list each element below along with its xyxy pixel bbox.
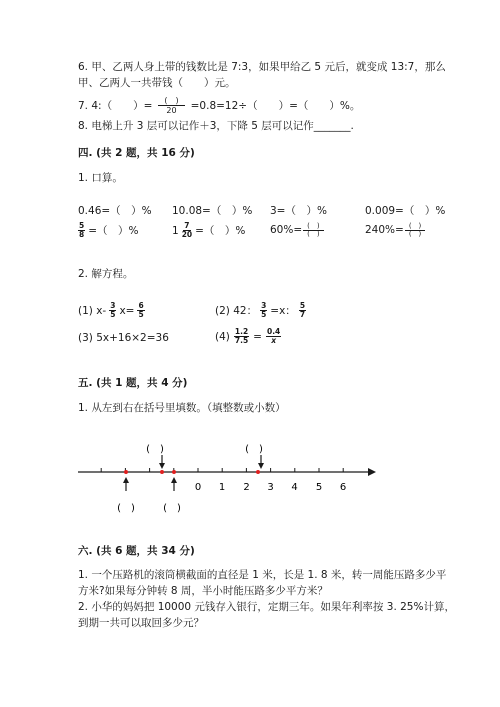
frac-num: 7 bbox=[184, 221, 190, 230]
frac-num: 5 bbox=[79, 221, 85, 230]
blank-top-2: ( ) bbox=[245, 444, 263, 455]
oral-item-4: 0.009=（ ）% bbox=[365, 205, 446, 217]
q6-line1: 6. 甲、乙两人身上带的钱数比是 7:3，如果甲给乙 5 元后，就变成 13:7，那么 bbox=[78, 61, 446, 73]
frac-num: ( ) bbox=[405, 223, 425, 231]
eq-fraction bbox=[266, 328, 281, 345]
number-line-arrow-icon bbox=[368, 468, 376, 476]
equation-3: (3) 5x+16×2=36 bbox=[78, 332, 169, 344]
frac-den: 20 bbox=[181, 230, 193, 239]
frac-num: 3 bbox=[261, 301, 267, 310]
frac-den: ( ) bbox=[408, 229, 422, 238]
section5-title: 五. (共 1 题，共 4 分) bbox=[78, 377, 188, 389]
oral-item-3: 3=（ ）% bbox=[270, 205, 327, 217]
tick-label-2: 2 bbox=[243, 482, 250, 493]
tick-label-3: 3 bbox=[267, 482, 274, 493]
q7-prefix: 7. 4:（ ）= bbox=[78, 99, 153, 112]
frac-num: 1.2 bbox=[234, 327, 249, 336]
oral-item-8 bbox=[365, 222, 425, 238]
eq-fraction bbox=[299, 302, 306, 319]
oral-item-1: 0.46=（ ）% bbox=[78, 205, 152, 217]
q8: 8. 电梯上升 3 层可以记作＋3，下降 5 层可以记作_______. bbox=[78, 120, 354, 132]
frac-num: 0.4 bbox=[266, 327, 281, 336]
s4-q1-label: 1. 口算。 bbox=[78, 172, 123, 184]
frac-num: ( ) bbox=[303, 223, 323, 231]
oral-item-5 bbox=[78, 222, 139, 239]
s5-q1-label: 1. 从左到右在括号里填数。（填整数或小数） bbox=[78, 402, 286, 414]
q7-frac-den: 20 bbox=[166, 106, 177, 115]
q7-frac-num: ( ) bbox=[158, 96, 184, 106]
s6-q2-line2: 到期一共可以取回多少元？ bbox=[78, 617, 204, 629]
frac-den: ( ) bbox=[307, 229, 320, 238]
equation-1 bbox=[78, 302, 145, 319]
point-a bbox=[124, 470, 128, 474]
oral-item-5-tail: =（ ）% bbox=[88, 224, 139, 237]
equation-2 bbox=[215, 302, 306, 319]
blank-top-1: ( ) bbox=[146, 444, 164, 455]
down-arrow-icon bbox=[159, 463, 165, 469]
s6-q1-line1: 1. 一个压路机的滚筒横截面的直径是 1 米，长是 1. 8 米，转一周能压路多少平 bbox=[78, 569, 447, 581]
blank-bottom-2: ( ) bbox=[163, 503, 181, 514]
frac-5-8 bbox=[78, 222, 85, 239]
oral-item-6 bbox=[172, 222, 245, 239]
s6-q2-line1: 2. 小华的妈妈把 10000 元钱存入银行，定期三年。如果年利率按 3. 25%计算， bbox=[78, 601, 455, 613]
frac-den: 7 bbox=[299, 310, 306, 319]
point-b bbox=[160, 470, 164, 474]
frac-num: 5 bbox=[299, 301, 306, 310]
up-arrow-icon bbox=[171, 477, 177, 483]
up-arrow-icon bbox=[123, 477, 129, 483]
frac-num: 3 bbox=[110, 301, 116, 310]
number-line-ticks bbox=[101, 468, 343, 472]
blank-fraction bbox=[303, 223, 323, 238]
oral-item-2: 10.08=（ ）% bbox=[172, 205, 253, 217]
eq-text: = bbox=[253, 330, 262, 343]
tick-label-5: 5 bbox=[315, 482, 323, 493]
section6-title: 六. (共 6 题，共 34 分) bbox=[78, 545, 195, 557]
tick-label-1: 1 bbox=[218, 482, 226, 493]
eq-fraction bbox=[109, 302, 116, 319]
frac-den: 5 bbox=[110, 310, 116, 319]
frac-den: 8 bbox=[79, 230, 85, 239]
tick-label-4: 4 bbox=[291, 482, 298, 493]
oral-item-7-head: 60%= bbox=[270, 224, 303, 236]
frac-den: 5 bbox=[261, 310, 267, 319]
s4-q2-label: 2. 解方程。 bbox=[78, 268, 134, 280]
s6-q1-line2: 方米?如果每分钟转 8 周，半小时能压路多少平方米？ bbox=[78, 585, 328, 597]
oral-item-8-head: 240%= bbox=[365, 224, 404, 236]
oral-item-7 bbox=[270, 222, 324, 238]
frac-den: 5 bbox=[138, 310, 144, 319]
eq-text: (4) bbox=[215, 330, 230, 343]
q7-fraction bbox=[158, 96, 184, 115]
eq-fraction bbox=[234, 328, 249, 345]
down-arrow-icon bbox=[258, 463, 264, 469]
eq-text: =x： bbox=[270, 304, 296, 317]
oral-item-6-tail: =（ ）% bbox=[195, 224, 246, 237]
tick-label-6: 6 bbox=[339, 482, 347, 493]
eq-fraction bbox=[137, 302, 144, 319]
blank-bottom-1: ( ) bbox=[117, 503, 135, 514]
frac-num: 6 bbox=[138, 301, 144, 310]
mixed-whole: 1 bbox=[172, 224, 179, 237]
frac-den: 7.5 bbox=[234, 336, 249, 345]
blank-fraction bbox=[405, 223, 425, 238]
eq-text: (2) 42： bbox=[215, 304, 258, 317]
frac-den: x bbox=[271, 336, 277, 345]
q7-suffix: =0.8=12÷（ ）=（ ）%。 bbox=[190, 99, 361, 112]
number-line bbox=[70, 435, 380, 520]
q6-line2: 甲、乙两人一共带钱（ ）元。 bbox=[78, 77, 236, 89]
tick-label-0: 0 bbox=[194, 482, 202, 493]
eq-fraction bbox=[260, 302, 267, 319]
q7 bbox=[78, 96, 360, 115]
section4-title: 四. (共 2 题，共 16 分) bbox=[78, 147, 195, 159]
eq-text: x= bbox=[119, 304, 135, 317]
point-d bbox=[256, 470, 260, 474]
equation-4 bbox=[215, 328, 281, 345]
eq-text: (1) x- bbox=[78, 304, 107, 317]
point-c bbox=[172, 470, 176, 474]
frac-7-20 bbox=[181, 222, 193, 239]
